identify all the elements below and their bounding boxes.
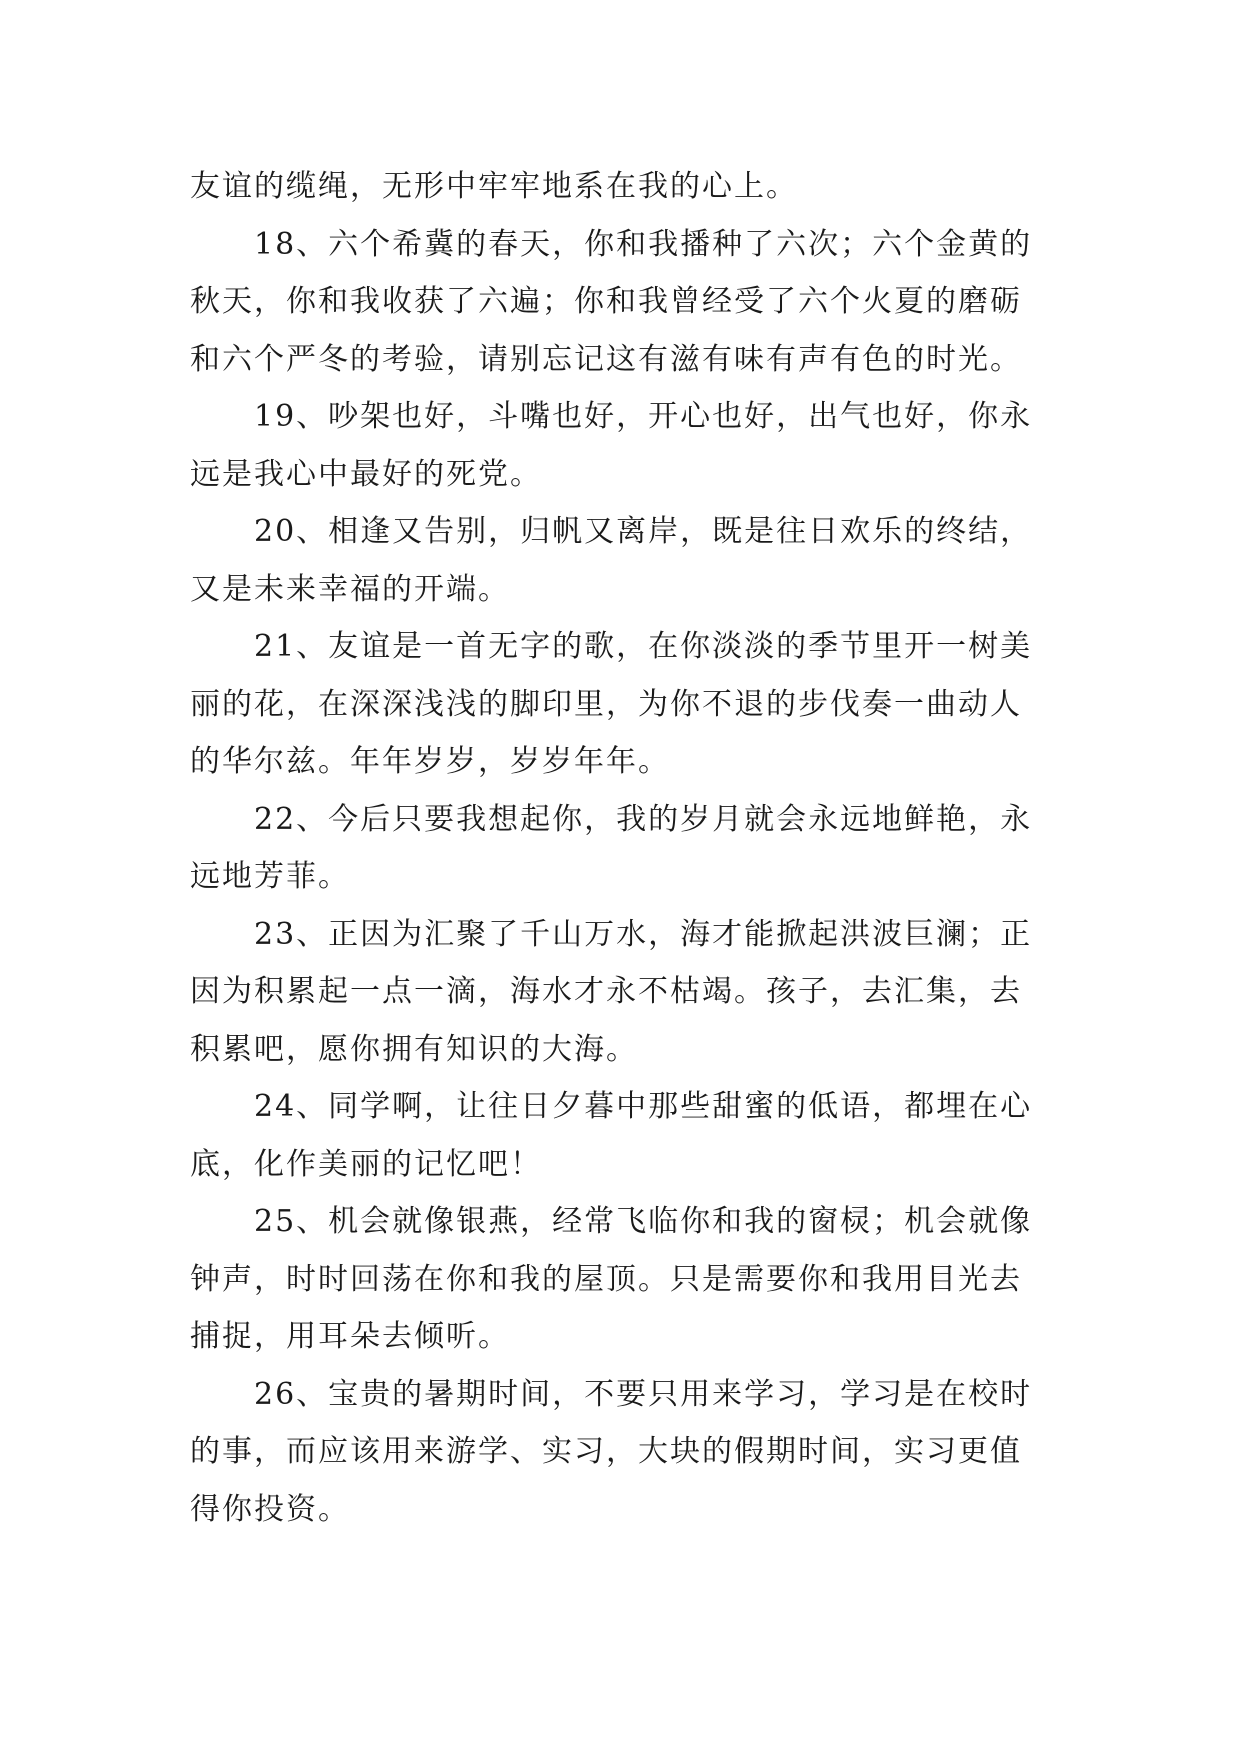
text-line: 的华尔兹。年年岁岁，岁岁年年。 <box>190 744 670 779</box>
text-line: 远地芳菲。 <box>190 859 350 894</box>
paragraph-25-start: 25、机会就像银燕，经常飞临你和我的窗棂；机会就像 <box>254 1204 1033 1239</box>
paragraph-26-start: 26、宝贵的暑期时间，不要只用来学习，学习是在校时 <box>254 1376 1033 1412</box>
text-line: 秋天，你和我收获了六遍；你和我曾经受了六个火夏的磨砺 <box>190 284 1022 319</box>
paragraph-23-start: 23、正因为汇聚了千山万水，海才能掀起洪波巨澜；正 <box>254 916 1033 952</box>
text-line: 友谊的缆绳，无形中牢牢地系在我的心上。 <box>190 169 798 204</box>
paragraph-22-start: 22、今后只要我想起你，我的岁月就会永远地鲜艳，永 <box>254 801 1033 837</box>
document-body <box>190 158 1070 1538</box>
paragraph-18-start: 18、六个希冀的春天，你和我播种了六次；六个金黄的 <box>254 226 1033 262</box>
text-line: 钟声，时时回荡在你和我的屋顶。只是需要你和我用目光去 <box>190 1261 1022 1297</box>
text-line: 和六个严冬的考验，请别忘记这有滋有味有声有色的时光。 <box>190 341 1022 377</box>
text-line: 捕捉，用耳朵去倾听。 <box>190 1319 510 1354</box>
text-line: 得你投资。 <box>190 1491 350 1527</box>
paragraph-19-start: 19、吵架也好，斗嘴也好，开心也好，出气也好，你永 <box>254 399 1033 434</box>
text-line: 丽的花，在深深浅浅的脚印里，为你不退的步伐奏一曲动人 <box>190 686 1022 722</box>
paragraph-20-start: 20、相逢又告别，归帆又离岸，既是往日欢乐的终结， <box>254 514 1033 549</box>
paragraph-24-start: 24、同学啊，让往日夕暮中那些甜蜜的低语，都埋在心 <box>254 1089 1033 1124</box>
text-line: 的事，而应该用来游学、实习，大块的假期时间，实习更值 <box>190 1434 1022 1469</box>
paragraph-21-start: 21、友谊是一首无字的歌，在你淡淡的季节里开一树美 <box>254 629 1033 664</box>
text-line: 底，化作美丽的记忆吧！ <box>190 1146 542 1182</box>
text-line: 远是我心中最好的死党。 <box>190 456 542 492</box>
text-line: 又是未来幸福的开端。 <box>190 571 510 607</box>
text-line: 积累吧，愿你拥有知识的大海。 <box>190 1031 638 1067</box>
text-line: 因为积累起一点一滴，海水才永不枯竭。孩子，去汇集，去 <box>190 974 1022 1009</box>
